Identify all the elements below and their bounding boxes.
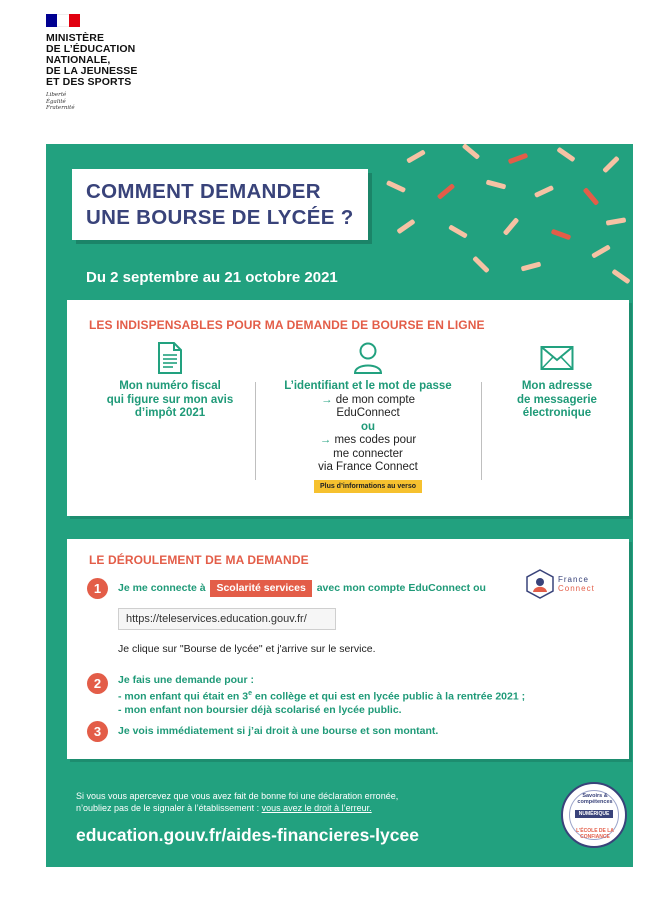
confetti-dash <box>472 256 490 274</box>
application-dates: Du 2 septembre au 21 octobre 2021 <box>86 269 338 286</box>
confetti-dash <box>396 219 415 235</box>
column-divider <box>481 382 482 480</box>
person-icon <box>353 342 383 374</box>
step-3-text: Je vois immédiatement si j’ai droit à une bourse et son montant. <box>118 725 439 737</box>
step-1-note: Je clique sur "Bourse de lycée" et j'arrive sur le service. <box>118 643 376 655</box>
confetti-dash <box>551 229 572 241</box>
process-card <box>67 539 629 759</box>
essentials-heading: LES INDISPENSABLES POUR MA DEMANDE DE BOURSE EN LIGNE <box>89 318 485 332</box>
teleservices-url[interactable]: https://teleservices.education.gouv.fr/ <box>118 608 336 630</box>
process-heading: LE DÉROULEMENT DE MA DEMANDE <box>89 553 309 567</box>
confetti-dash <box>611 269 630 285</box>
column-divider <box>255 382 256 480</box>
arrow-right-icon: → <box>321 393 333 406</box>
france-connect-icon <box>526 569 554 599</box>
confetti-dash <box>508 153 529 165</box>
essentials-tax-number: Mon numéro fiscal qui figure sur mon avis d’impôt 2021 <box>95 342 245 421</box>
right-to-error-note: Si vous vous apercevez que vous avez fait de bonne foi une déclaration erronée, n’oubliez pas de le signaler à l’établissement : vous avez le droit à l’erreur. <box>76 791 399 813</box>
scolarite-services-label: Scolarité services <box>210 580 311 597</box>
republic-motto: Liberté Égalité Fraternité <box>46 92 75 111</box>
confetti-dash <box>462 144 481 160</box>
step-number-2: 2 <box>87 673 108 694</box>
ministry-header <box>46 14 137 112</box>
france-connect-logo: France Connect <box>526 568 618 600</box>
ministry-name: MINISTÈRE DE L’ÉDUCATION NATIONALE, DE LA JEUNESSE ET DES SPORTS <box>46 32 138 88</box>
confetti-dash <box>606 217 627 225</box>
numerique-badge: Savoirs & compétences NUMÉRIQUE L'ÉCOLE DE LA CONFIANCE <box>561 782 627 848</box>
essentials-email: Mon adresse de messagerie électronique <box>487 342 627 421</box>
poster-title: COMMENT DEMANDER UNE BOURSE DE LYCÉE ? <box>72 169 368 240</box>
step-2-text: Je fais une demande pour : - mon enfant qui était en 3e en collège et qui est en lycée public à la rentrée 2021 ; - mon enfant non boursier déjà scolarisé en lycée public. <box>118 674 526 716</box>
more-info-tag: Plus d’informations au verso <box>314 480 422 493</box>
document-icon <box>157 342 183 374</box>
confetti-dash <box>448 224 468 238</box>
step-number-1: 1 <box>87 578 108 599</box>
essentials-credentials: L’identifiant et le mot de passe → de mon compte EduConnect ou → mes codes pour me connecter via France Connect Plus d’informations au verso <box>257 342 479 493</box>
poster <box>46 144 633 867</box>
confetti-dash <box>437 183 456 200</box>
confetti-dash <box>591 244 611 258</box>
step-number-3: 3 <box>87 721 108 742</box>
envelope-icon <box>540 342 574 374</box>
confetti-dash <box>406 149 426 163</box>
essentials-card <box>67 300 629 516</box>
republic-flag-logo <box>46 14 80 27</box>
confetti-dash <box>386 180 406 193</box>
step-1-text: Je me connecte à Scolarité services avec mon compte EduConnect ou <box>118 580 486 597</box>
confetti-dash <box>602 156 620 174</box>
confetti-dash <box>521 261 542 271</box>
confetti-dash <box>503 217 520 236</box>
confetti-dash <box>534 185 554 198</box>
confetti-dash <box>556 147 575 163</box>
footer-website-url[interactable]: education.gouv.fr/aides-financieres-lycee <box>76 825 419 845</box>
arrow-right-icon: → <box>319 434 332 446</box>
confetti-dash <box>486 179 507 189</box>
right-to-error-link[interactable]: vous avez le droit à l’erreur. <box>261 803 372 813</box>
confetti-dash <box>583 187 600 206</box>
